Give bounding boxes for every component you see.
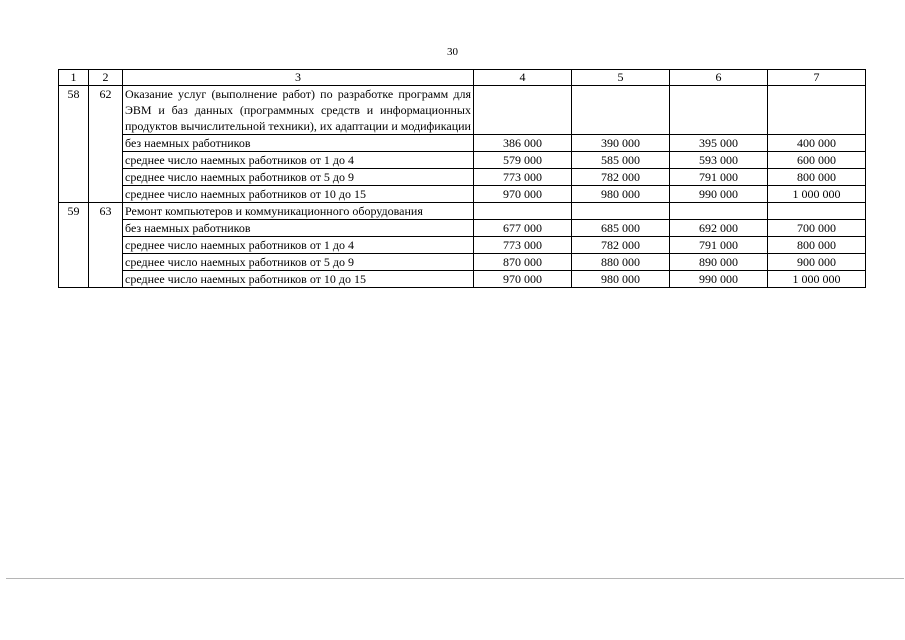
table-row bbox=[59, 237, 866, 254]
empty-cell bbox=[572, 86, 670, 135]
value-col5: 390 000 bbox=[572, 135, 670, 152]
table-row bbox=[59, 186, 866, 203]
row-label: среднее число наемных работников от 5 до 9 bbox=[123, 254, 474, 271]
empty-cell bbox=[670, 86, 768, 135]
empty-cell bbox=[768, 203, 866, 220]
group-title-row bbox=[59, 86, 866, 135]
column-header: 4 bbox=[474, 70, 572, 86]
empty-cell bbox=[89, 152, 123, 169]
value-col5: 782 000 bbox=[572, 169, 670, 186]
empty-cell bbox=[572, 203, 670, 220]
empty-cell bbox=[89, 254, 123, 271]
column-number-row bbox=[59, 70, 866, 86]
empty-cell bbox=[59, 237, 89, 254]
value-col6: 990 000 bbox=[670, 186, 768, 203]
value-col5: 980 000 bbox=[572, 271, 670, 288]
value-col7: 800 000 bbox=[768, 169, 866, 186]
column-header: 6 bbox=[670, 70, 768, 86]
value-col7: 1 000 000 bbox=[768, 186, 866, 203]
empty-cell bbox=[89, 169, 123, 186]
row-number: 59 bbox=[59, 203, 89, 220]
value-col6: 395 000 bbox=[670, 135, 768, 152]
empty-cell bbox=[474, 86, 572, 135]
value-col7: 600 000 bbox=[768, 152, 866, 169]
empty-cell bbox=[59, 135, 89, 152]
value-col4: 870 000 bbox=[474, 254, 572, 271]
value-col5: 980 000 bbox=[572, 186, 670, 203]
value-col5: 585 000 bbox=[572, 152, 670, 169]
row-label: среднее число наемных работников от 10 до 15 bbox=[123, 186, 474, 203]
empty-cell bbox=[59, 152, 89, 169]
empty-cell bbox=[59, 254, 89, 271]
value-col5: 685 000 bbox=[572, 220, 670, 237]
value-col6: 890 000 bbox=[670, 254, 768, 271]
column-header: 5 bbox=[572, 70, 670, 86]
empty-cell bbox=[768, 86, 866, 135]
column-header: 7 bbox=[768, 70, 866, 86]
page-bottom-divider bbox=[6, 578, 904, 579]
row-number: 58 bbox=[59, 86, 89, 135]
column-header: 3 bbox=[123, 70, 474, 86]
empty-cell bbox=[89, 237, 123, 254]
value-col5: 782 000 bbox=[572, 237, 670, 254]
code-number: 63 bbox=[89, 203, 123, 220]
group-title-row bbox=[59, 203, 866, 220]
table-row bbox=[59, 271, 866, 288]
empty-cell bbox=[474, 203, 572, 220]
value-col4: 970 000 bbox=[474, 271, 572, 288]
value-col4: 579 000 bbox=[474, 152, 572, 169]
page-number: 30 bbox=[447, 46, 458, 58]
value-col4: 970 000 bbox=[474, 186, 572, 203]
value-col4: 386 000 bbox=[474, 135, 572, 152]
code-number: 62 bbox=[89, 86, 123, 135]
value-col4: 773 000 bbox=[474, 237, 572, 254]
value-col7: 700 000 bbox=[768, 220, 866, 237]
value-col6: 593 000 bbox=[670, 152, 768, 169]
row-label: среднее число наемных работников от 1 до 4 bbox=[123, 237, 474, 254]
column-header: 1 bbox=[59, 70, 89, 86]
table-row bbox=[59, 169, 866, 186]
row-label: среднее число наемных работников от 1 до 4 bbox=[123, 152, 474, 169]
row-label: среднее число наемных работников от 10 до 15 bbox=[123, 271, 474, 288]
empty-cell bbox=[59, 271, 89, 288]
row-label: без наемных работников bbox=[123, 135, 474, 152]
table-row bbox=[59, 135, 866, 152]
activity-title: Оказание услуг (выполнение работ) по разработке программ для ЭВМ и баз данных (программных средств и информационных продуктов вычислительной техники), их адаптации и модификации bbox=[123, 86, 474, 135]
empty-cell bbox=[89, 186, 123, 203]
value-col6: 791 000 bbox=[670, 169, 768, 186]
column-header: 2 bbox=[89, 70, 123, 86]
empty-cell bbox=[59, 186, 89, 203]
value-col6: 791 000 bbox=[670, 237, 768, 254]
value-col7: 800 000 bbox=[768, 237, 866, 254]
row-label: среднее число наемных работников от 5 до 9 bbox=[123, 169, 474, 186]
value-col6: 692 000 bbox=[670, 220, 768, 237]
value-col4: 773 000 bbox=[474, 169, 572, 186]
table-row bbox=[59, 220, 866, 237]
empty-cell bbox=[59, 169, 89, 186]
tariff-table bbox=[58, 69, 866, 288]
value-col7: 400 000 bbox=[768, 135, 866, 152]
empty-cell bbox=[89, 220, 123, 237]
value-col7: 1 000 000 bbox=[768, 271, 866, 288]
value-col4: 677 000 bbox=[474, 220, 572, 237]
empty-cell bbox=[89, 271, 123, 288]
value-col7: 900 000 bbox=[768, 254, 866, 271]
empty-cell bbox=[89, 135, 123, 152]
empty-cell bbox=[670, 203, 768, 220]
table-row bbox=[59, 254, 866, 271]
value-col5: 880 000 bbox=[572, 254, 670, 271]
table-row bbox=[59, 152, 866, 169]
activity-title: Ремонт компьютеров и коммуникационного оборудования bbox=[123, 203, 474, 220]
empty-cell bbox=[59, 220, 89, 237]
value-col6: 990 000 bbox=[670, 271, 768, 288]
row-label: без наемных работников bbox=[123, 220, 474, 237]
